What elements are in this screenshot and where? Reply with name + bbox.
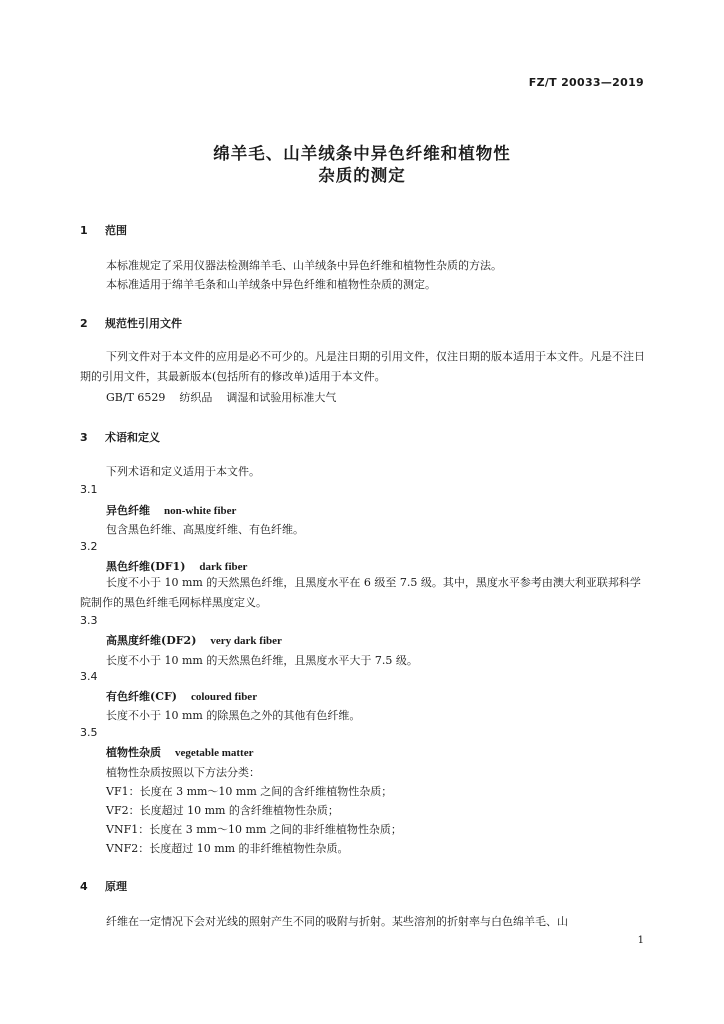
term-english: vegetable matter bbox=[175, 747, 254, 759]
document-title-line1: 绵羊毛、山羊绒条中异色纤维和植物性 bbox=[213, 144, 511, 163]
term-english: coloured fiber bbox=[190, 691, 258, 703]
term-3-2-name bbox=[106, 558, 247, 574]
term-3-5-line-2: VF1：长度在 3 mm～10 mm 之间的含纤维植物性杂质； bbox=[106, 785, 393, 798]
reference-code: GB/T 6529 bbox=[106, 391, 166, 404]
term-3-1-definition: 包含黑色纤维、高黑度纤维、有色纤维。 bbox=[106, 523, 304, 536]
reference-title-2: 调湿和试验用标准大气 bbox=[226, 391, 337, 404]
section-3-intro: 下列术语和定义适用于本文件。 bbox=[106, 465, 260, 478]
section-4-heading bbox=[80, 878, 127, 894]
term-3-3-number: 3.3 bbox=[80, 614, 98, 627]
section-1-heading bbox=[80, 222, 127, 238]
term-english: very dark fiber bbox=[210, 635, 282, 647]
standard-code: FZ/T 20033—2019 bbox=[528, 76, 644, 89]
section-4-paragraph-1: 纤维在一定情况下会对光线的照射产生不同的吸附与折射。某些溶剂的折射率与白色绵羊毛、山 bbox=[106, 915, 568, 928]
term-3-2-definition: 长度不小于 10 mm 的天然黑色纤维，且黑度水平在 6 级至 7.5 级。其中，黑度水平参考由澳大利亚联邦科学院制作的黑色纤维毛网标样黑度定义。 bbox=[80, 576, 641, 609]
reference-title-1: 纺织品 bbox=[179, 391, 213, 404]
section-number: 1 bbox=[80, 224, 88, 237]
section-1-paragraph-2: 本标准适用于绵羊毛条和山羊绒条中异色纤维和植物性杂质的测定。 bbox=[106, 278, 436, 291]
term-chinese: 异色纤维 bbox=[106, 504, 150, 517]
section-title: 术语和定义 bbox=[105, 431, 160, 444]
term-3-1-name bbox=[106, 502, 236, 518]
term-english: dark fiber bbox=[199, 561, 248, 573]
term-3-5-name bbox=[106, 744, 254, 760]
section-2-heading bbox=[80, 315, 182, 331]
normative-reference bbox=[106, 389, 336, 405]
section-2-paragraph-1: 下列文件对于本文件的应用是必不可少的。凡是注日期的引用文件，仅注日期的版本适用于本文件。凡是不注日期的引用文件，其最新版本(包括所有的修改单)适用于本文件。 bbox=[80, 350, 645, 383]
term-english: non-white fiber bbox=[164, 505, 237, 517]
term-3-3-definition: 长度不小于 10 mm 的天然黑色纤维，且黑度水平大于 7.5 级。 bbox=[106, 654, 418, 667]
section-number: 2 bbox=[80, 317, 88, 330]
term-chinese: 有色纤维(CF) bbox=[106, 690, 177, 703]
term-3-2-number: 3.2 bbox=[80, 540, 98, 553]
term-3-4-definition: 长度不小于 10 mm 的除黑色之外的其他有色纤维。 bbox=[106, 709, 361, 722]
section-number: 4 bbox=[80, 880, 88, 893]
section-title: 规范性引用文件 bbox=[105, 317, 182, 330]
term-3-4-name bbox=[106, 688, 257, 704]
section-3-heading bbox=[80, 429, 160, 445]
term-chinese: 植物性杂质 bbox=[106, 746, 161, 759]
term-3-3-name bbox=[106, 632, 282, 648]
term-chinese: 高黑度纤维(DF2) bbox=[106, 634, 197, 647]
term-3-5-line-1: 植物性杂质按照以下方法分类： bbox=[106, 766, 260, 779]
term-3-5-line-5: VNF2：长度超过 10 mm 的非纤维植物性杂质。 bbox=[106, 842, 349, 855]
section-1-paragraph-1: 本标准规定了采用仪器法检测绵羊毛、山羊绒条中异色纤维和植物性杂质的方法。 bbox=[106, 259, 502, 272]
term-3-4-number: 3.4 bbox=[80, 670, 98, 683]
page-number: 1 bbox=[637, 935, 644, 946]
term-chinese: 黑色纤维(DF1) bbox=[106, 560, 186, 573]
term-3-1-number: 3.1 bbox=[80, 483, 98, 496]
section-number: 3 bbox=[80, 431, 88, 444]
term-3-5-line-3: VF2：长度超过 10 mm 的含纤维植物性杂质； bbox=[106, 804, 339, 817]
section-title: 原理 bbox=[105, 880, 127, 893]
term-3-5-line-4: VNF1：长度在 3 mm～10 mm 之间的非纤维植物性杂质； bbox=[106, 823, 402, 836]
term-3-5-number: 3.5 bbox=[80, 726, 98, 739]
document-title-line2: 杂质的测定 bbox=[318, 166, 406, 185]
section-title: 范围 bbox=[105, 224, 127, 237]
